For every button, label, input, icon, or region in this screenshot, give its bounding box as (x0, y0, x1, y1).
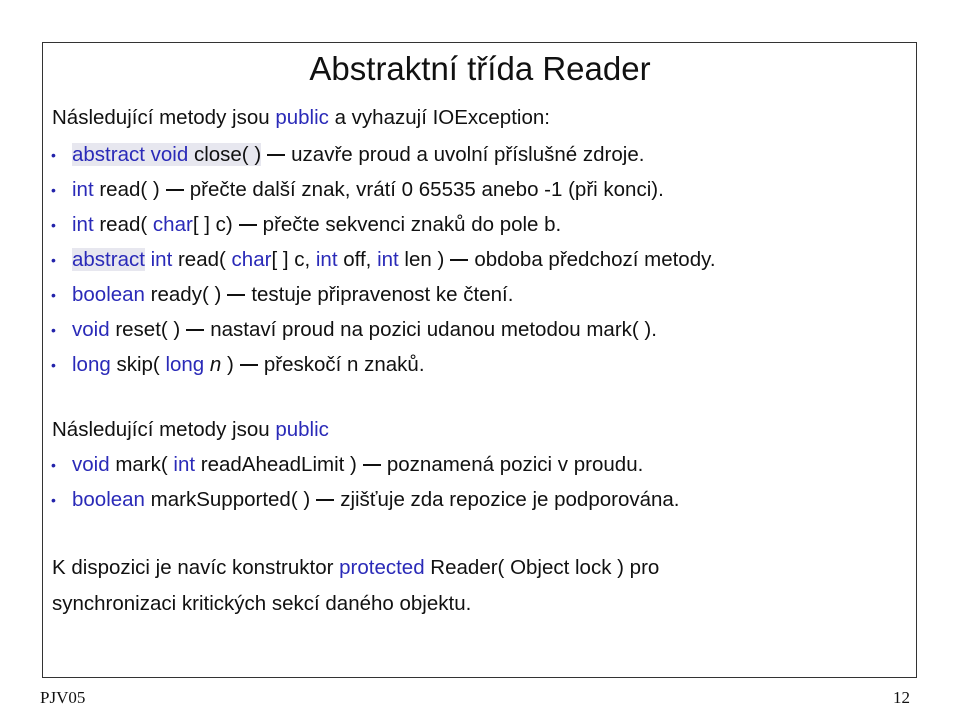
list-item-mark: • void mark( int readAheadLimit ) poznamená pozici v proudu. (51, 453, 644, 476)
bullet-icon: • (51, 322, 56, 338)
list-item-read-array: • int read( char[ ] c) přečte sekvenci znaků do pole b. (51, 213, 562, 236)
list-item-mark-supported: • boolean markSupported( ) zjišťuje zda repozice je podporována. (51, 488, 680, 511)
constructor-note-line1: K dispozici je navíc konstruktor protected Reader( Object lock ) pro (52, 556, 660, 579)
section2-heading: Následující metody jsou public (52, 418, 329, 441)
slide-title: Abstraktní třída Reader (309, 50, 651, 87)
list-item-read: • int read( ) přečte další znak, vrátí 0 65535 anebo -1 (při konci). (51, 178, 664, 201)
bullet-icon: • (51, 147, 56, 163)
bullet-icon: • (51, 357, 56, 373)
bullet-icon: • (51, 457, 56, 473)
bullet-icon: • (51, 182, 56, 198)
list-item-close: • abstract void close( ) uzavře proud a uvolní příslušné zdroje. (51, 143, 645, 166)
footer-page-number: 12 (893, 688, 910, 707)
list-item-skip: • long skip( long n ) přeskočí n znaků. (51, 353, 425, 376)
constructor-note-line2: synchronizaci kritických sekcí daného objektu. (52, 592, 472, 615)
footer-course-code: PJV05 (40, 688, 86, 707)
bullet-icon: • (51, 217, 56, 233)
list-item-reset: • void reset( ) nastaví proud na pozici udanou metodou mark( ). (51, 318, 657, 341)
bullet-icon: • (51, 252, 56, 268)
section1-heading: Následující metody jsou public a vyhazují IOException: (52, 106, 550, 129)
bullet-icon: • (51, 287, 56, 303)
bullet-icon: • (51, 492, 56, 508)
list-item-read-offset: • abstract int read( char[ ] c, int off, int len ) obdoba předchozí metody. (51, 248, 716, 271)
list-item-ready: • boolean ready( ) testuje připravenost ke čtení. (51, 283, 514, 306)
